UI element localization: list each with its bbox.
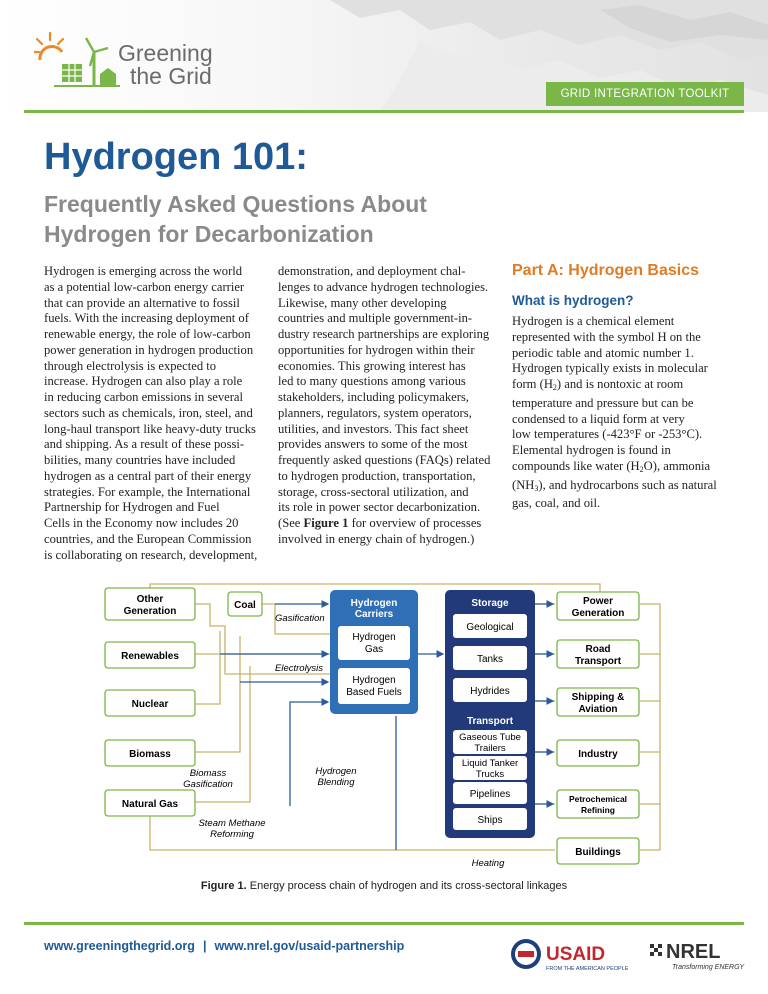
text-line: is collaborating on research, development,	[44, 547, 258, 562]
node-label: Transport	[574, 656, 622, 667]
node-biomass	[105, 740, 195, 766]
storage-label: Geological	[466, 622, 514, 633]
node-label: Natural Gas	[121, 799, 179, 810]
text-line: involved in energy chain of hydrogen.)	[278, 531, 475, 546]
node-nuclear	[105, 690, 195, 716]
storage-transport-panel	[445, 590, 535, 838]
node-label: Generation	[123, 606, 177, 617]
panel-title: Transport	[466, 716, 514, 727]
panel-title: Carriers	[354, 609, 394, 620]
text-fragment: ), and hydrocarbons such as natural	[538, 477, 717, 492]
node-shipping-aviation	[557, 688, 639, 716]
text-line: Cells in the Economy now includes 20	[44, 516, 239, 530]
nrel-logo	[648, 934, 748, 974]
text-line: planners, regulators, system operators,	[278, 405, 472, 420]
subscript: 2	[552, 383, 557, 392]
carrier-label: Hydrogen	[352, 675, 396, 686]
text-fragment: for overview of processes	[348, 516, 482, 530]
usaid-tagline: FROM THE AMERICAN PEOPLE	[546, 966, 629, 972]
logo-line-2: the Grid	[130, 63, 212, 89]
text-line: dustry research partnerships are exploring	[278, 327, 490, 341]
node-buildings	[557, 838, 639, 864]
text-line	[278, 516, 500, 532]
text-line: power generation in hydrogen production	[44, 342, 254, 357]
greening-the-grid-link[interactable]: www.greeningthegrid.org	[44, 939, 195, 953]
process-label-electrolysis: Electrolysis	[275, 663, 324, 674]
text-fragment: compounds like water (H	[512, 458, 640, 473]
text-line: represented with the symbol H on the	[512, 329, 701, 344]
node-label: Power	[582, 596, 614, 607]
text-fragment: form (H	[512, 377, 553, 391]
text-line: through electrolysis is expected to	[44, 358, 217, 373]
logo-line-1: Greening	[118, 40, 213, 66]
text-line: Hydrogen is a chemical element	[512, 314, 675, 328]
text-line: low temperatures (-423°F or -253°C).	[512, 427, 703, 442]
text-line	[512, 377, 734, 396]
page-title: Hydrogen 101:	[44, 136, 308, 178]
node-label: Coal	[234, 600, 256, 611]
process-label-steam-methane-reforming: Reforming	[210, 829, 254, 840]
text-line: temperature and pressure but can be	[512, 395, 694, 410]
text-line: Hydrogen is emerging across the world	[44, 264, 243, 278]
text-line: long-haul transport like heavy-duty trucks	[44, 421, 256, 436]
carrier-label: Based Fuels	[346, 687, 402, 698]
text-line: lenges to advance hydrogen technologies.	[278, 279, 489, 294]
hydrogen-energy-chain-diagram	[100, 576, 700, 876]
text-line: to hydrogen production, transportation,	[278, 468, 476, 483]
toolkit-badge: GRID INTEGRATION TOOLKIT	[546, 82, 744, 106]
usaid-wordmark: USAID	[546, 944, 606, 965]
node-label: Refining	[581, 805, 615, 815]
node-label: Industry	[578, 749, 618, 760]
hydrogen-carriers-panel	[330, 590, 418, 714]
transport-label: Trailers	[474, 743, 506, 754]
node-industry	[557, 740, 639, 766]
process-label-steam-methane-reforming: Steam Methane	[198, 818, 266, 829]
text-line: bilities, many countries have included	[44, 453, 236, 467]
text-line: utilities, and investors. This fact sheet	[278, 421, 469, 436]
text-line: Hydrogen typically exists in molecular	[512, 361, 708, 376]
text-fragment: ) and is nontoxic at room	[556, 377, 684, 391]
node-label: Nuclear	[131, 699, 169, 710]
node-other-generation	[105, 588, 195, 620]
node-petrochemical-refining	[557, 790, 639, 818]
node-road-transport	[557, 640, 639, 668]
process-label-hydrogen-blending: Blending	[317, 777, 355, 788]
storage-label: Tanks	[476, 654, 504, 665]
text-fragment: O), ammonia	[643, 458, 711, 473]
text-line: storage, cross-sectoral utilization, and	[278, 484, 469, 499]
panel-title: Storage	[471, 598, 509, 609]
text-line	[512, 459, 734, 478]
process-label-biomass-gasification: Biomass	[189, 768, 227, 779]
text-line: as a potential low-carbon energy carrier	[44, 279, 245, 294]
nrel-tagline: Transforming ENERGY	[672, 964, 745, 971]
process-label-heating: Heating	[471, 858, 505, 869]
text-line: sectors such as chemicals, iron, steel, and	[44, 405, 253, 420]
text-line: hydrogen as a central part of their energy	[44, 468, 252, 483]
text-fragment: (See	[278, 516, 304, 530]
text-line	[512, 478, 734, 497]
nrel-wordmark: NREL	[666, 941, 721, 963]
answer-column	[512, 314, 734, 512]
process-label-biomass-gasification: Gasification	[183, 779, 233, 790]
logo-wordmark	[118, 42, 213, 88]
footer-links	[44, 939, 404, 953]
node-label: Biomass	[129, 749, 171, 760]
text-line: and shipping. As a result of these possi-	[44, 437, 245, 452]
usaid-logo	[510, 934, 630, 974]
text-fragment: (NH	[512, 477, 535, 492]
text-line: opportunities for hydrogen within their	[278, 342, 475, 357]
text-line: frequently asked questions (FAQs) related	[278, 453, 491, 467]
transport-label: Liquid Tanker	[461, 758, 519, 769]
header-divider	[24, 110, 744, 113]
node-power-generation	[557, 592, 639, 620]
node-renewables	[105, 642, 195, 668]
page-subtitle	[44, 189, 514, 249]
panel-title: Hydrogen	[350, 598, 398, 609]
text-line: strategies. For example, the International	[44, 484, 251, 499]
intro-column-2	[278, 264, 500, 548]
text-line: that can provide an alternative to fossil	[44, 295, 240, 310]
text-line: Partnership for Hydrogen and Fuel	[44, 500, 220, 515]
process-label-hydrogen-blending: Hydrogen	[315, 766, 357, 777]
carrier-label: Hydrogen	[352, 632, 396, 643]
text-line: countries and multiple government-in-	[278, 311, 473, 326]
text-line: its role in power sector decarbonization.	[278, 500, 481, 515]
section-heading-part-a: Part A: Hydrogen Basics	[512, 262, 700, 279]
subscript: 2	[639, 464, 644, 474]
node-label: Petrochemical	[568, 794, 628, 804]
node-label: Aviation	[578, 704, 618, 715]
transport-label: Pipelines	[469, 789, 511, 800]
page-header	[0, 0, 768, 112]
text-line: in reducing carbon emissions in several	[44, 390, 243, 404]
subtitle-line-2: Hydrogen for Decarbonization	[44, 221, 374, 247]
link-separator: |	[202, 939, 207, 953]
question-heading: What is hydrogen?	[512, 293, 634, 308]
text-line: fuels. With the increasing deployment of	[44, 311, 249, 326]
intro-column-1	[44, 264, 266, 563]
text-line: gas, coal, and oil.	[512, 496, 601, 511]
text-line: increase. Hydrogen can also play a role	[44, 374, 243, 389]
node-label: Shipping &	[571, 692, 625, 703]
subtitle-line-1: Frequently Asked Questions About	[44, 191, 427, 217]
node-label: Other	[136, 594, 164, 605]
transport-label: Trucks	[475, 769, 505, 780]
node-label: Renewables	[121, 651, 179, 662]
storage-label: Hydrides	[470, 686, 510, 697]
subscript: 3	[534, 483, 539, 493]
text-line: economies. This growing interest has	[278, 358, 466, 373]
caption-label: Figure 1.	[200, 880, 247, 892]
footer-divider	[24, 922, 744, 925]
figure-reference: Figure 1	[303, 516, 349, 530]
text-line: demonstration, and deployment chal-	[278, 264, 466, 278]
text-line: Likewise, many other developing	[278, 295, 447, 310]
text-line: stakeholders, including policymakers,	[278, 390, 469, 404]
text-line: provides answers to some of the most	[278, 437, 468, 452]
carrier-label: Gas	[364, 644, 384, 655]
transport-label: Ships	[477, 815, 503, 826]
text-line: countries, and the European Commission	[44, 531, 252, 546]
process-label-gasification: Gasification	[275, 613, 325, 624]
caption-text: Energy process chain of hydrogen and its cross-sectoral linkages	[246, 880, 568, 892]
text-line: Elemental hydrogen is found in	[512, 443, 671, 457]
figure-caption	[0, 880, 768, 892]
node-natural-gas	[105, 790, 195, 816]
text-line: condensed to a liquid form at very	[512, 411, 685, 426]
node-label: Buildings	[575, 847, 621, 858]
text-line: periodic table and atomic number 1.	[512, 345, 694, 360]
text-line: led to many questions among various	[278, 374, 466, 389]
node-label: Generation	[571, 608, 625, 619]
transport-label: Gaseous Tube	[459, 732, 521, 743]
node-coal	[228, 592, 262, 616]
nrel-partnership-link[interactable]: www.nrel.gov/usaid-partnership	[214, 939, 405, 953]
node-label: Road	[585, 644, 611, 655]
text-line: renewable energy, the role of low-carbon	[44, 327, 251, 341]
